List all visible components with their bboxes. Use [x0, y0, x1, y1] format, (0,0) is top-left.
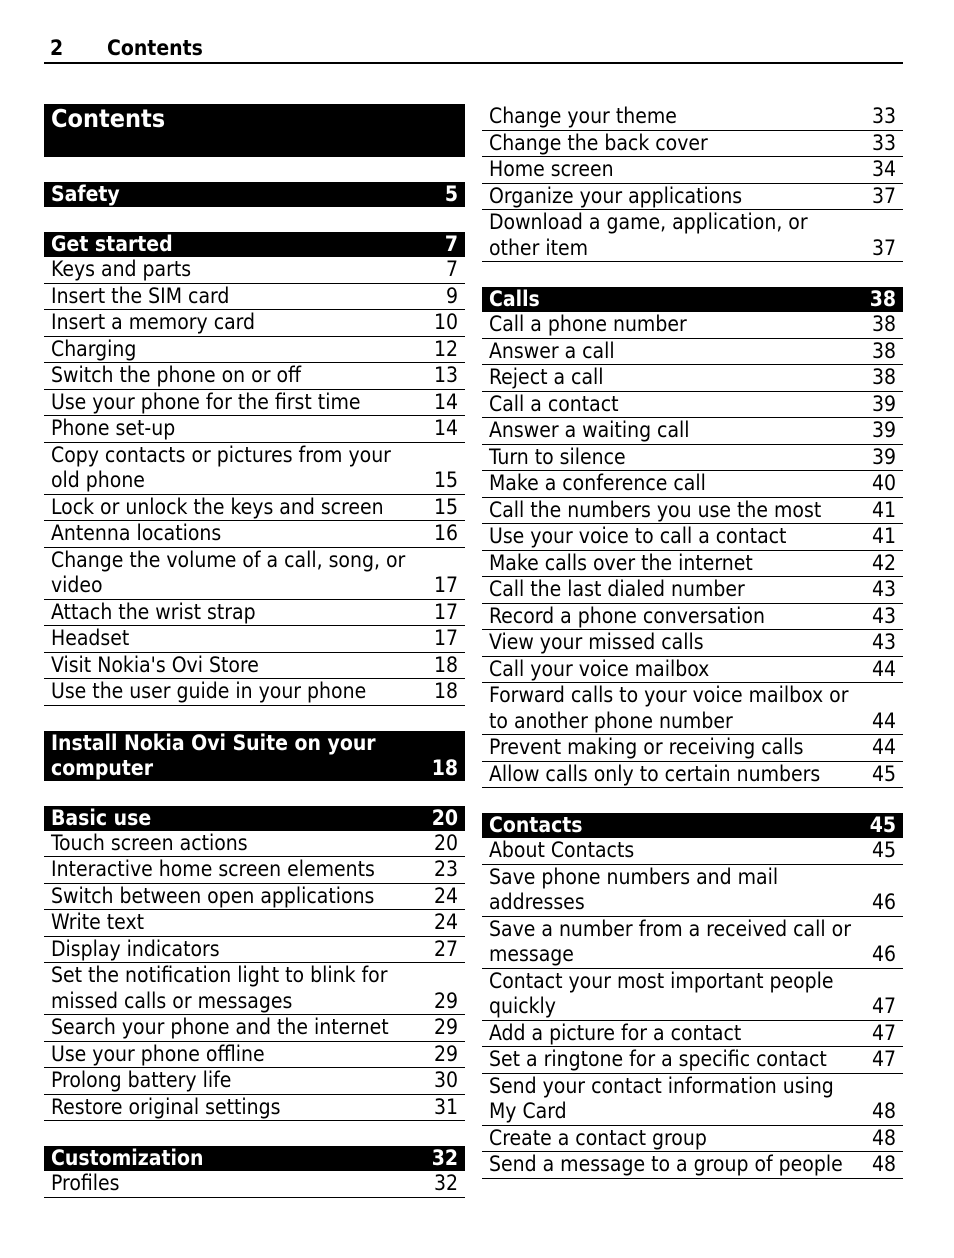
toc-section-heading[interactable]	[482, 813, 903, 838]
toc-entry[interactable]	[482, 917, 903, 969]
entry-page-number: 10	[433, 310, 458, 334]
toc-entry[interactable]	[482, 551, 903, 578]
toc-entry[interactable]	[482, 418, 903, 445]
entry-page-number: 39	[871, 391, 896, 416]
entry-page-number: 37	[871, 235, 896, 260]
entry-title: Allow calls only to certain numbers	[489, 761, 821, 786]
toc-entry[interactable]	[482, 735, 903, 762]
entry-title: Call the last dialed number	[489, 577, 745, 601]
entry-title: Switch the phone on or off	[51, 363, 302, 387]
entry-page-number: 47	[871, 1047, 896, 1071]
running-title: Contents	[107, 36, 203, 60]
entry-page-number: 44	[871, 656, 896, 681]
toc-entry[interactable]	[482, 683, 903, 735]
toc-entry[interactable]	[482, 1074, 903, 1126]
entry-page-number: 14	[433, 389, 458, 414]
toc-entry[interactable]	[44, 857, 465, 884]
toc-entry[interactable]	[44, 284, 465, 311]
toc-entry[interactable]	[44, 653, 465, 680]
entry-page-number: 33	[871, 104, 896, 128]
entry-page-number: 29	[433, 1015, 458, 1039]
entry-title: Interactive home screen elements	[51, 857, 375, 881]
entry-page-number: 45	[871, 838, 896, 862]
toc-entry[interactable]	[44, 1068, 465, 1095]
entry-title: Record a phone conversation	[489, 603, 765, 628]
entry-page-number: 43	[871, 603, 896, 628]
entry-title: Prolong battery life	[51, 1068, 232, 1092]
entry-title: Download a game, application, or other item	[489, 210, 808, 260]
entry-page-number: 46	[871, 890, 896, 914]
toc-entry[interactable]	[482, 104, 903, 131]
entry-page-number: 15	[433, 494, 458, 519]
toc-entry[interactable]	[482, 339, 903, 366]
toc-entry[interactable]	[482, 157, 903, 184]
toc-entry[interactable]	[482, 312, 903, 339]
entry-page-number: 47	[871, 994, 896, 1018]
toc-entry[interactable]	[44, 1042, 465, 1069]
toc-section-heading[interactable]	[44, 806, 465, 831]
entry-title: Visit Nokia's Ovi Store	[51, 652, 259, 677]
toc-entry[interactable]	[482, 838, 903, 865]
toc-entry[interactable]	[44, 1095, 465, 1122]
entry-page-number: 13	[433, 363, 458, 387]
section-title: Install Nokia Ovi Suite on your computer	[51, 730, 376, 780]
section-page-number: 32	[431, 1146, 458, 1170]
section-page-number: 5	[444, 182, 458, 206]
entry-page-number: 24	[433, 910, 458, 934]
entry-title: Write text	[51, 910, 145, 934]
entry-title: Keys and parts	[51, 257, 192, 281]
entry-page-number: 38	[871, 312, 896, 336]
toc-entry[interactable]	[482, 524, 903, 551]
toc-entry[interactable]	[482, 445, 903, 472]
entry-title: Phone set-up	[51, 416, 176, 440]
entry-page-number: 29	[433, 988, 458, 1013]
entry-title: Headset	[51, 626, 130, 650]
entry-page-number: 27	[433, 936, 458, 961]
toc-section-heading[interactable]	[44, 232, 465, 257]
toc-section	[482, 104, 903, 262]
section-page-number: 45	[869, 813, 896, 837]
section-page-number: 38	[869, 287, 896, 311]
toc-entry[interactable]	[44, 910, 465, 937]
toc-entry[interactable]	[44, 1171, 465, 1198]
entry-page-number: 42	[871, 550, 896, 575]
entry-title: Add a picture for a contact	[489, 1020, 742, 1045]
toc-entry[interactable]	[44, 363, 465, 390]
entry-page-number: 48	[871, 1099, 896, 1123]
entry-title: Create a contact group	[489, 1125, 707, 1150]
section-title: Basic use	[51, 805, 152, 830]
entry-title: Change your theme	[489, 104, 677, 128]
toc-section	[44, 731, 465, 781]
toc-entry[interactable]	[44, 600, 465, 627]
entry-title: Make a conference call	[489, 471, 706, 495]
entry-title: About Contacts	[489, 838, 635, 862]
entry-title: Set the notification light to blink for missed calls or messages	[51, 963, 388, 1013]
toc-entry[interactable]	[44, 963, 465, 1015]
toc-entry[interactable]	[482, 471, 903, 498]
toc-entry[interactable]	[44, 548, 465, 600]
entry-page-number: 17	[433, 626, 458, 650]
section-page-number: 7	[444, 232, 458, 256]
toc-entry[interactable]	[482, 392, 903, 419]
entry-page-number: 41	[871, 497, 896, 522]
entry-page-number: 17	[433, 599, 458, 624]
entry-title: Attach the wrist strap	[51, 599, 256, 624]
entry-title: Insert a memory card	[51, 310, 256, 334]
entry-page-number: 38	[871, 365, 896, 389]
page-number: 2	[50, 36, 64, 60]
toc-entry[interactable]	[44, 1015, 465, 1042]
entry-title: Switch between open applications	[51, 883, 375, 908]
entry-title: Set a ringtone for a specific contact	[489, 1047, 827, 1071]
toc-entry[interactable]	[482, 131, 903, 158]
entry-title: Use your voice to call a contact	[489, 524, 787, 548]
toc-entry[interactable]	[44, 416, 465, 443]
entry-title: Contact your most important people quickly	[489, 968, 834, 1018]
toc-entry[interactable]	[44, 937, 465, 964]
entry-page-number: 47	[871, 1020, 896, 1045]
entry-title: Change the back cover	[489, 130, 708, 155]
toc-section	[482, 287, 903, 788]
toc-entry[interactable]	[44, 443, 465, 495]
entry-title: Prevent making or receiving calls	[489, 735, 804, 759]
entry-page-number: 48	[871, 1152, 896, 1176]
entry-page-number: 41	[871, 524, 896, 548]
toc-section	[44, 232, 465, 706]
entry-page-number: 12	[433, 336, 458, 361]
entry-title: Lock or unlock the keys and screen	[51, 494, 384, 519]
toc-main-title: Contents	[44, 104, 465, 157]
toc-entry[interactable]	[482, 630, 903, 657]
entry-page-number: 44	[871, 735, 896, 759]
toc-entry[interactable]	[482, 969, 903, 1021]
entry-page-number: 18	[433, 679, 458, 703]
section-title: Safety	[51, 182, 120, 206]
entry-page-number: 32	[433, 1171, 458, 1195]
entry-title: Organize your applications	[489, 183, 743, 208]
running-header	[44, 34, 903, 64]
entry-page-number: 18	[433, 652, 458, 677]
entry-title: Touch screen actions	[51, 830, 248, 855]
entry-page-number: 31	[433, 1094, 458, 1119]
toc-entry[interactable]	[482, 865, 903, 917]
entry-page-number: 38	[871, 338, 896, 363]
entry-page-number: 33	[871, 130, 896, 155]
toc-entry[interactable]	[44, 626, 465, 653]
toc-entry[interactable]	[44, 495, 465, 522]
entry-title: Display indicators	[51, 936, 220, 961]
entry-page-number: 37	[871, 183, 896, 208]
entry-title: Reject a call	[489, 365, 604, 389]
entry-title: Answer a waiting call	[489, 418, 690, 442]
entry-title: Answer a call	[489, 338, 615, 363]
toc-section-heading[interactable]	[44, 731, 465, 781]
entry-page-number: 30	[433, 1068, 458, 1092]
entry-title: Restore original settings	[51, 1094, 281, 1119]
section-title: Get started	[51, 232, 173, 256]
entry-title: Antenna locations	[51, 521, 222, 545]
entry-page-number: 39	[871, 418, 896, 442]
entry-title: Call your voice mailbox	[489, 656, 710, 681]
toc-entry[interactable]	[44, 257, 465, 284]
entry-page-number: 39	[871, 444, 896, 469]
toc-section-heading[interactable]	[44, 182, 465, 207]
toc-entry[interactable]	[482, 184, 903, 211]
toc-column-right	[482, 104, 903, 1204]
entry-title: Profiles	[51, 1171, 120, 1195]
toc-section	[44, 806, 465, 1122]
entry-title: Change the volume of a call, song, or video	[51, 547, 406, 597]
entry-page-number: 20	[433, 830, 458, 855]
toc-entry[interactable]	[482, 210, 903, 262]
entry-title: Call a phone number	[489, 312, 687, 336]
toc-section	[482, 813, 903, 1179]
entry-page-number: 23	[433, 857, 458, 881]
toc-entry[interactable]	[482, 1047, 903, 1074]
entry-page-number: 46	[871, 942, 896, 966]
toc-entry[interactable]	[482, 657, 903, 684]
entry-page-number: 24	[433, 883, 458, 908]
entry-title: Save phone numbers and mail addresses	[489, 864, 779, 914]
toc-entry[interactable]	[482, 1021, 903, 1048]
entry-title: Use the user guide in your phone	[51, 679, 367, 703]
entry-title: Turn to silence	[489, 444, 626, 469]
toc-column-left	[44, 104, 465, 1223]
toc-entry[interactable]	[44, 310, 465, 337]
entry-title: Charging	[51, 336, 137, 361]
entry-title: View your missed calls	[489, 630, 704, 654]
entry-title: Send your contact information using My Card	[489, 1073, 834, 1123]
entry-page-number: 16	[433, 521, 458, 545]
entry-page-number: 40	[871, 471, 896, 495]
entry-page-number: 7	[445, 257, 458, 281]
entry-page-number: 29	[433, 1041, 458, 1066]
entry-title: Use your phone offline	[51, 1041, 265, 1066]
entry-title: Save a number from a received call or message	[489, 916, 851, 966]
entry-title: Insert the SIM card	[51, 283, 230, 308]
section-title: Customization	[51, 1146, 204, 1170]
toc-entry[interactable]	[482, 762, 903, 789]
entry-page-number: 17	[433, 573, 458, 597]
entry-page-number: 14	[433, 416, 458, 440]
toc-entry[interactable]	[482, 1126, 903, 1153]
entry-title: Forward calls to your voice mailbox or to another phone number	[489, 683, 849, 733]
entry-title: Call the numbers you use the most	[489, 497, 822, 522]
section-page-number: 20	[431, 805, 458, 830]
entry-page-number: 34	[871, 157, 896, 181]
toc-entry[interactable]	[44, 884, 465, 911]
toc-entry[interactable]	[44, 521, 465, 548]
toc-entry[interactable]	[482, 1152, 903, 1179]
entry-page-number: 43	[871, 577, 896, 601]
entry-title: Use your phone for the first time	[51, 389, 361, 414]
entry-title: Search your phone and the internet	[51, 1015, 389, 1039]
section-title: Calls	[489, 287, 540, 311]
entry-title: Call a contact	[489, 391, 619, 416]
entry-page-number: 44	[871, 708, 896, 733]
section-title: Contacts	[489, 813, 583, 837]
toc-entry[interactable]	[44, 337, 465, 364]
toc-entry[interactable]	[44, 390, 465, 417]
toc-section-heading[interactable]	[482, 287, 903, 312]
section-page-number: 18	[431, 755, 458, 780]
toc-entry[interactable]	[482, 577, 903, 604]
toc-section	[44, 182, 465, 207]
entry-title: Copy contacts or pictures from your old phone	[51, 442, 391, 492]
entry-page-number: 45	[871, 761, 896, 786]
toc-entry[interactable]	[482, 365, 903, 392]
entry-page-number: 48	[871, 1125, 896, 1150]
entry-page-number: 43	[871, 630, 896, 654]
entry-title: Send a message to a group of people	[489, 1152, 843, 1176]
entry-title: Home screen	[489, 157, 614, 181]
toc-section-heading[interactable]	[44, 1146, 465, 1171]
toc-entry[interactable]	[482, 498, 903, 525]
toc-entry[interactable]	[44, 679, 465, 706]
entry-page-number: 15	[433, 468, 458, 492]
toc-entry[interactable]	[482, 604, 903, 631]
toc-section	[44, 1146, 465, 1198]
entry-page-number: 9	[445, 283, 458, 308]
entry-title: Make calls over the internet	[489, 550, 753, 575]
toc-entry[interactable]	[44, 831, 465, 858]
